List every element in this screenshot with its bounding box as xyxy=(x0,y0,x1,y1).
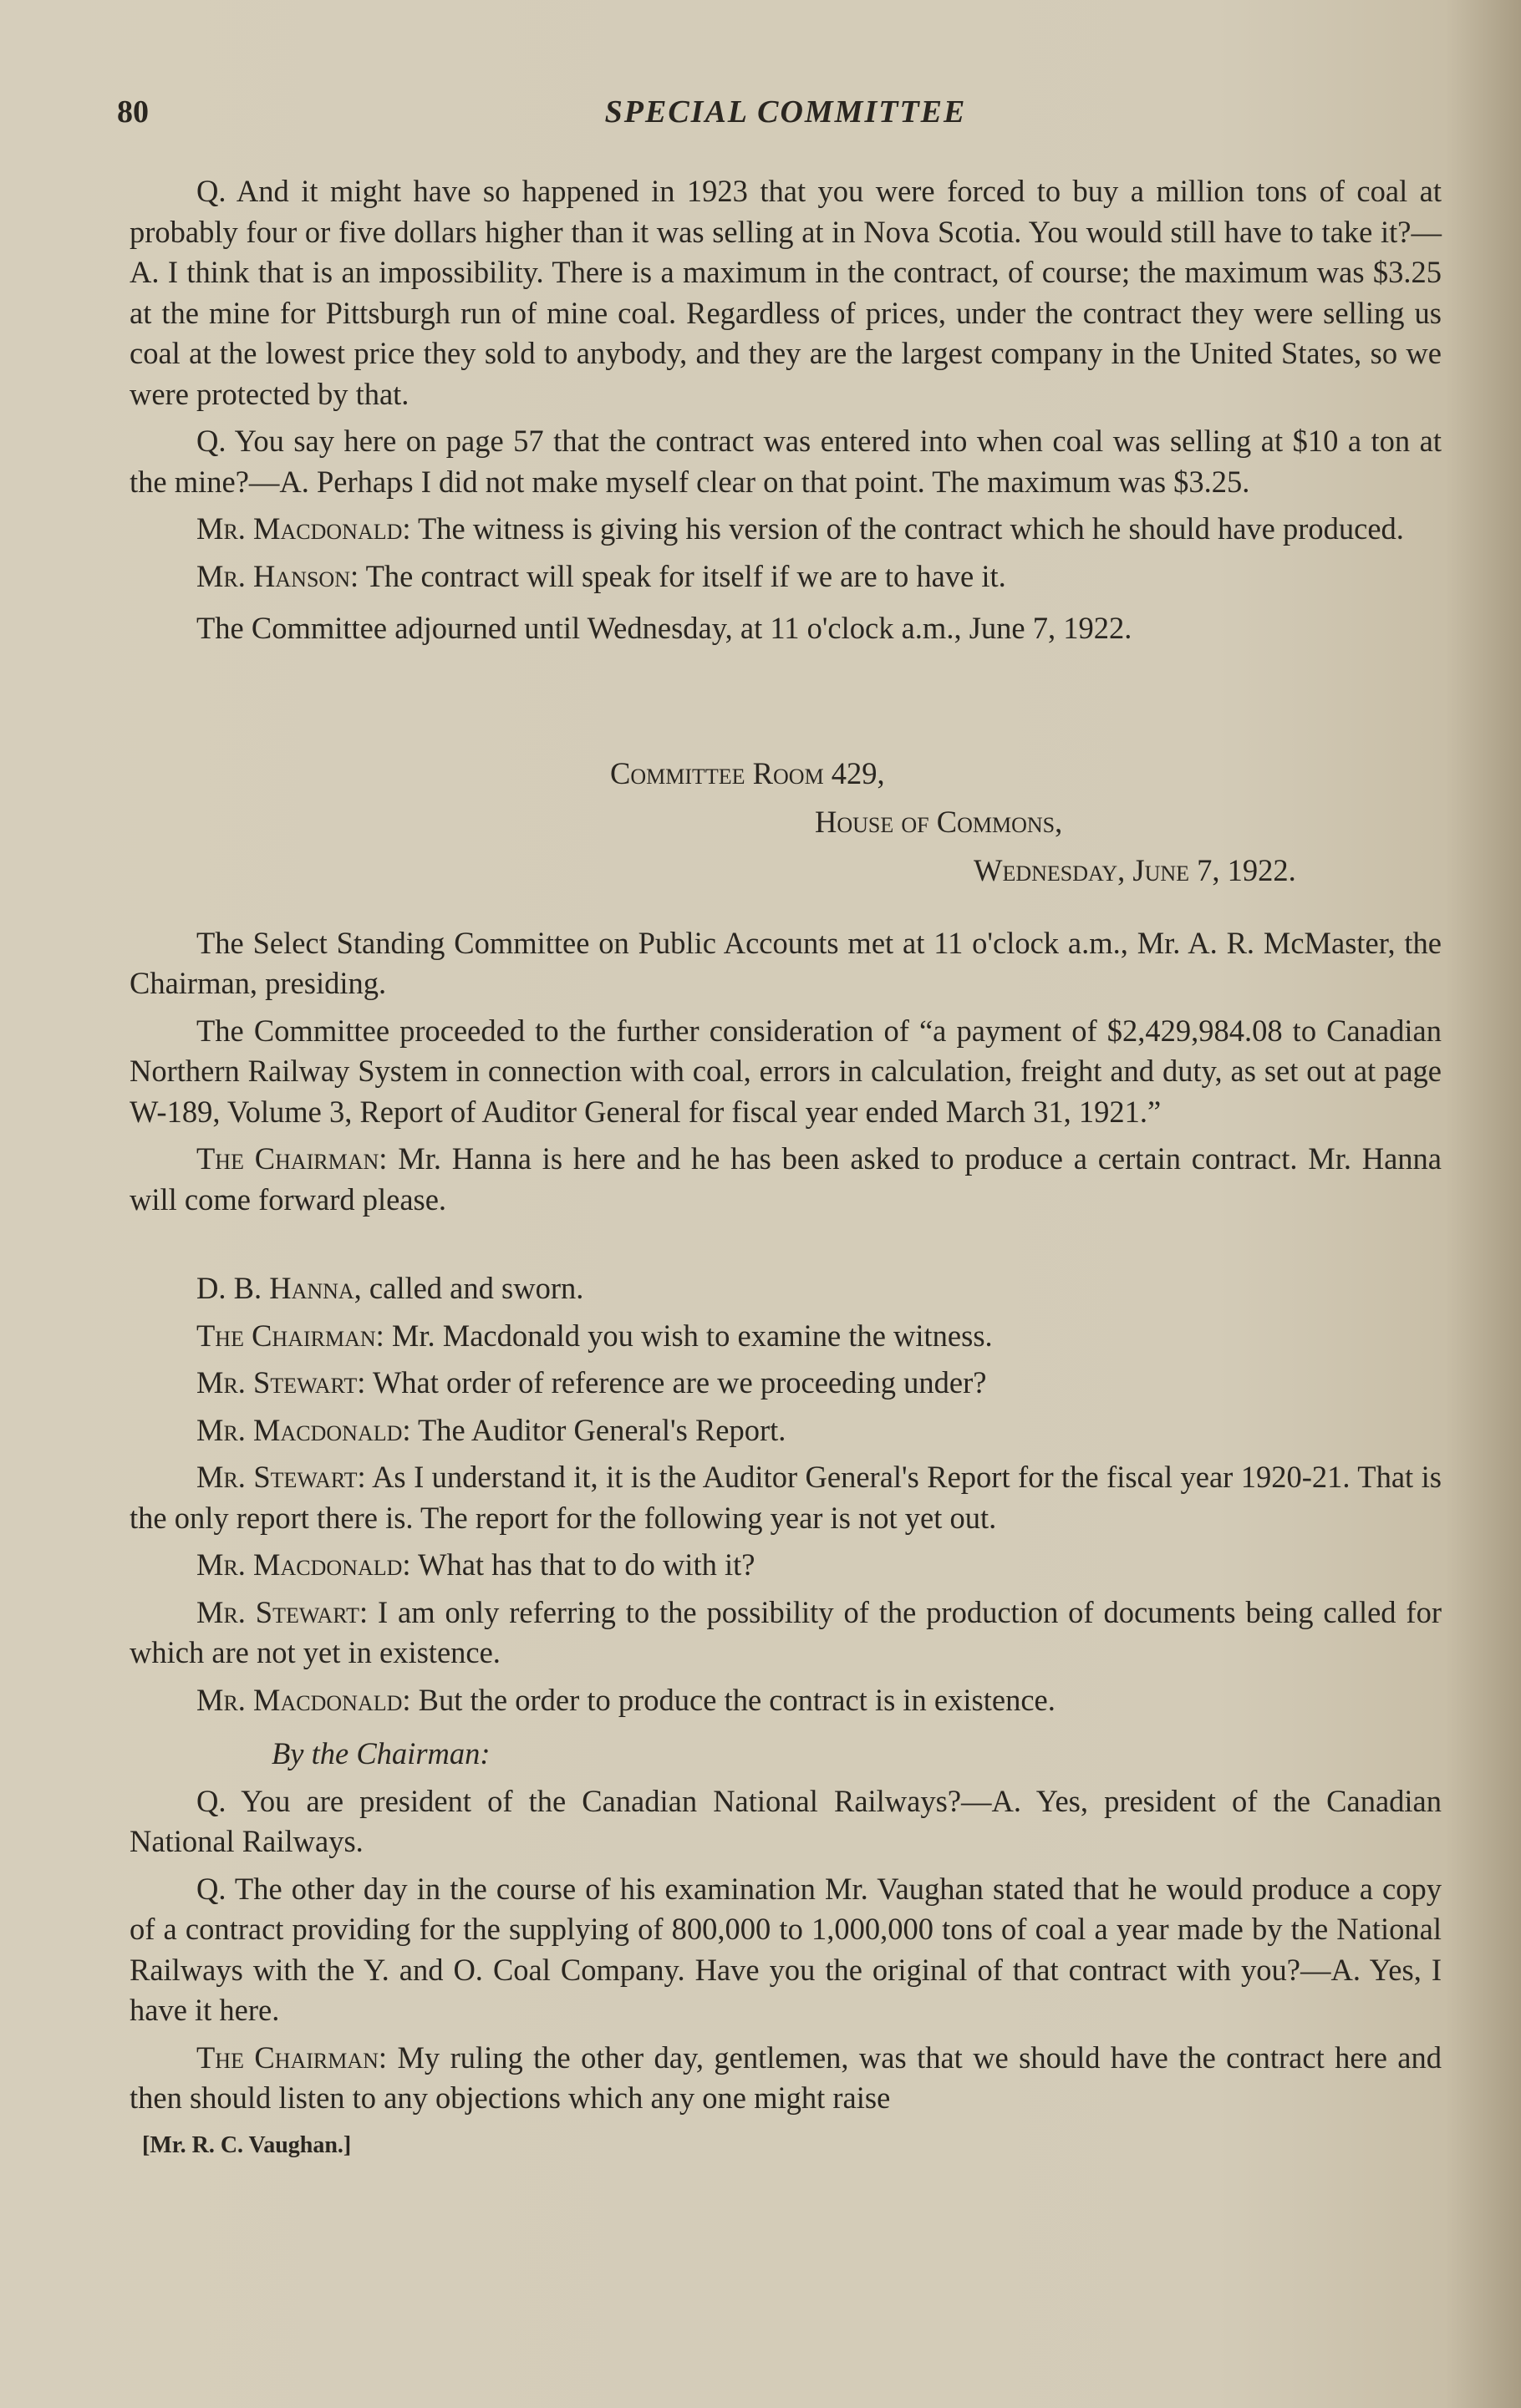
speaker: Mr. Macdonald: xyxy=(196,1682,411,1717)
paragraph: Q. And it might have so happened in 1923 that you were forced to buy a million tons of coal at probably four or five dollars higher than it was selling at in Nova Scotia. You would still have to take it?—A. I think that is an impossibility. There is a maximum in the contract, of course; the maximum was $3.25 at the mine for Pittsburgh run of mine coal. Regardless of prices, under the contract they were selling us coal at the lowest price they sold to anybody, and they are the largest company in the United States, so we were protected by that. xyxy=(130,174,1442,411)
speech-text: What has that to do with it? xyxy=(418,1547,755,1582)
speaker: Mr. Hanson: xyxy=(196,558,359,593)
speaker: Mr. Stewart: xyxy=(196,1594,369,1629)
speech xyxy=(130,1545,1442,1586)
speech-text: Mr. Macdonald you wish to examine the witness. xyxy=(391,1318,993,1353)
running-head: SPECIAL COMMITTEE xyxy=(604,94,967,130)
date-line: Wednesday, June 7, 1922. xyxy=(974,852,1296,887)
house-line: House of Commons, xyxy=(815,804,1063,839)
witness-name: D. B. Hanna, xyxy=(196,1271,362,1305)
witness-tag: [Mr. R. C. Vaughan.] xyxy=(142,2131,352,2158)
paragraph: Q. You are president of the Canadian National Railways?—A. Yes, president of the Canadian National Railways. xyxy=(130,1783,1442,1858)
page-body xyxy=(130,171,1442,2172)
paragraph: Q. The other day in the course of his examination Mr. Vaughan stated that he would produce a copy of a contract providing for the supplying of 800,000 to 1,000,000 tons of coal a year made by the National Railways with the Y. and O. Coal Company. Have you the original of that contract with you?—A. Yes, I have it here. xyxy=(130,1871,1442,2027)
speaker: Mr. Stewart: xyxy=(196,1460,366,1494)
speaker: Mr. Stewart: xyxy=(196,1365,366,1400)
speaker: Mr. Macdonald: xyxy=(196,1412,411,1447)
paragraph: The Committee proceeded to the further consideration of “a payment of $2,429,984.08 to Canadian Northern Railway System in connection with coal, errors in calculation, freight and duty, as set out at page W-189, Volume 3, Report of Auditor General for fiscal year ended March 31, 1921.” xyxy=(130,1013,1442,1129)
speech-text: What order of reference are we proceeding under? xyxy=(372,1365,987,1400)
speaker: The Chairman: xyxy=(196,2040,388,2075)
speech xyxy=(130,1139,1442,1220)
page-number: 80 xyxy=(117,94,149,130)
speech-text: I am only referring to the possibility of the production of documents being called for which are not yet in existence. xyxy=(130,1594,1442,1669)
speaker: Mr. Macdonald: xyxy=(196,1547,411,1582)
paragraph: Q. You say here on page 57 that the contract was entered into when coal was selling at $10 a ton at the mine?—A. Perhaps I did not make myself clear on that point. The maximum was $3.25. xyxy=(130,424,1442,499)
speech-text: Mr. Hanna is here and he has been asked to produce a certain contract. Mr. Hanna will come forward please. xyxy=(130,1141,1442,1217)
witness-called xyxy=(130,1268,1442,1309)
speech xyxy=(130,2038,1442,2119)
speech xyxy=(130,1316,1442,1357)
speech-text: My ruling the other day, gentlemen, was that we should have the contract here and then should listen to any objections which any one might raise xyxy=(130,2040,1442,2115)
speech xyxy=(130,1680,1442,1721)
adjournment-note: The Committee adjourned until Wednesday, at 11 o'clock a.m., June 7, 1922. xyxy=(196,611,1132,645)
speech-text: But the order to produce the contract is in existence. xyxy=(418,1682,1056,1717)
speech-text: The contract will speak for itself if we are to have it. xyxy=(365,558,1006,593)
speaker: The Chairman: xyxy=(196,1141,388,1176)
speech xyxy=(130,1593,1442,1674)
speech xyxy=(130,556,1442,597)
room-line: Committee Room 429, xyxy=(610,755,885,790)
speech xyxy=(130,1457,1442,1538)
examiner-heading: By the Chairman: xyxy=(272,1736,491,1770)
paragraph: The Select Standing Committee on Public Accounts met at 11 o'clock a.m., Mr. A. R. McMaster, the Chairman, presiding. xyxy=(130,925,1442,1000)
speech xyxy=(130,1410,1442,1451)
page-header xyxy=(117,94,1454,144)
speech-text: The Auditor General's Report. xyxy=(418,1412,786,1447)
meeting-location xyxy=(130,749,1442,895)
speech xyxy=(130,1363,1442,1404)
speaker: The Chairman: xyxy=(196,1318,384,1353)
speaker: Mr. Macdonald: xyxy=(196,511,411,546)
speech-text: As I understand it, it is the Auditor General's Report for the fiscal year 1920-21. That is the only report there is. The report for the following year is not yet out. xyxy=(130,1460,1442,1535)
called-text: called and sworn. xyxy=(369,1271,584,1305)
speech-text: The witness is giving his version of the contract which he should have produced. xyxy=(418,511,1404,546)
speech xyxy=(130,509,1442,550)
